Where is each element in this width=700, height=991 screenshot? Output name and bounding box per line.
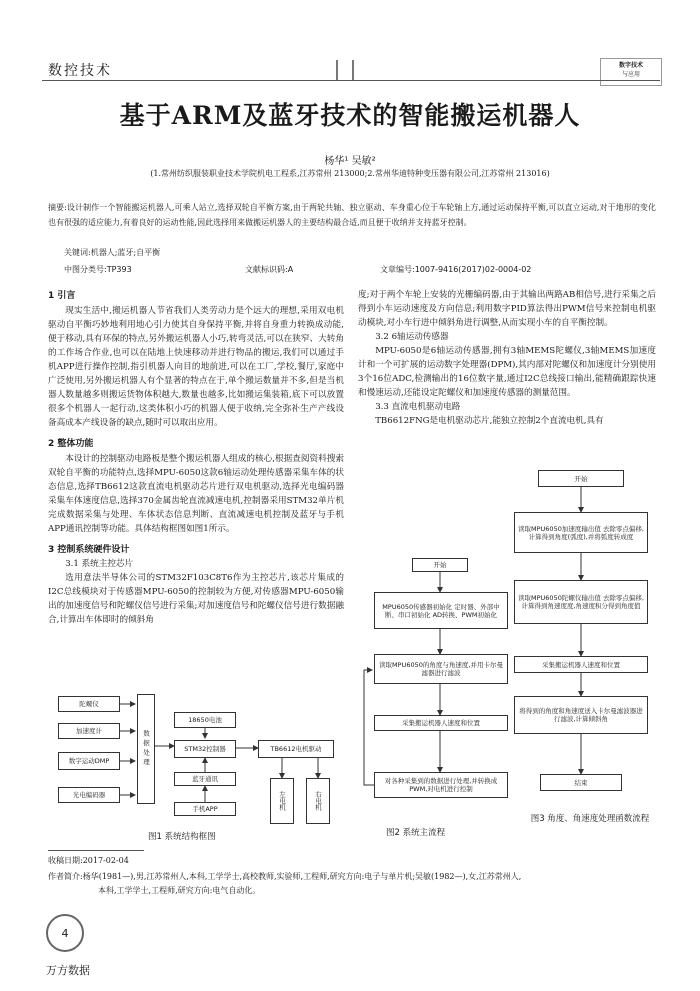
- section-3-1-title: 3.1 系统主控芯片: [65, 559, 134, 569]
- section-1-title: 1 引言: [48, 291, 76, 301]
- section-2-title: 2 整体功能: [48, 439, 94, 449]
- fig2-caption: 图2 系统主流程: [386, 828, 446, 838]
- abstract: 摘要:设计制作一个智能搬运机器人,可乘人站立,选择双轮自平衡方案,由于两轮共轴、独立驱动、车身重心位于车轮轴上方,通过运动保持平衡,可以直立运动,对于地形的变化也有很强的适应能力,有着良好的运动性能,因此选择用来做搬运机器人的主要结构最合适,而且便于收纳并支持蓝牙控制。: [48, 203, 656, 227]
- fig3-caption: 图3 角度、角速度处理函数流程: [530, 814, 650, 824]
- paper-title: 基于ARM及蓝牙技术的智能搬运机器人: [119, 101, 581, 130]
- fig3-collect-box: 采集搬运机器人速度和位置: [514, 656, 648, 673]
- fig1-encoder-box: 光电编码器: [58, 787, 120, 803]
- fig1-left-motor-box: 左电机: [270, 778, 294, 824]
- footnote-rule: [48, 850, 144, 851]
- fig1-data-processing-box: 数据处理: [137, 694, 155, 804]
- fig1-right-motor-box: 右电机: [306, 778, 330, 824]
- fig3-start-box: 开始: [538, 470, 624, 487]
- fig3-end-box: 结束: [540, 774, 622, 791]
- fig1-dmp-box: 数字运动DMP: [58, 752, 120, 770]
- fig3-accel-read-box: 读取MPU6050加速度输出值 去除零点偏移,计算得到角度(弧度),并将弧度转成度: [514, 512, 648, 553]
- author-bio-line-2: 本科,工学学士,工程师,研究方向:电气自动化。: [98, 886, 261, 895]
- section-3-1-paragraph: 选用意法半导体公司的STM32F103C8T6作为主控芯片,该芯片集成的I2C总线模块对于传感器MPU-6050的控制较为方便,对传感器MPU-6050输出的加速度信号和陀螺仪信号进行采集;对加速度信号和陀螺仪信号进行数据融合,计算出车体即时的倾斜角: [48, 573, 344, 625]
- affiliation: (1.常州纺织服装职业技术学院机电工程系,江苏常州 213000;2.常州华迪特种变压器有限公司,江苏常州 213016): [150, 169, 550, 178]
- fig1-stm32-box: STM32控制器: [174, 740, 236, 758]
- received-date: 收稿日期:2017-02-04: [48, 856, 129, 865]
- article-number: 文章编号:1007-9416(2017)02-0004-02: [380, 265, 532, 274]
- clc-number: 中图分类号:TP393: [64, 265, 132, 274]
- section-3-title: 3 控制系统硬件设计: [48, 545, 130, 555]
- fig3-fuse-box: 将得到的角度和角速度送入卡尔曼滤波器进行滤波,计算倾斜角: [514, 696, 648, 734]
- section-3-2-paragraph: MPU-6050是6轴运动传感器,拥有3轴MEMS陀螺仪,3轴MEMS加速度计和一个可扩展的运动数字处理器(DPM),其内部对陀螺仪和加速度计分别使用3个16位ADC,检测输出的16位数字量,通过I2C总线接口输出,能精确跟踪快速和慢速运动,还能设定陀螺仪和加速度传感器的测量范围。: [358, 346, 656, 398]
- section-2-paragraph: 本设计的控制驱动电路板是整个搬运机器人组成的核心,根据查阅资料搜索双轮自平衡的功能特点,选择MPU-6050这款6轴运动处理传感器采集车体的状态信息,选择TB6612这款直流电机驱动芯片进行双电机驱动,选择光电编码器采集车体速度信息,选择370金属齿轮直流减速电机,控制器采用STM32单片机完成数据采集与处理、车体状态信息判断、直流减速电机控制及蓝牙与手机APP通讯控制等功能。具体结构框图如图1所示。: [48, 454, 344, 534]
- fig3-gyro-read-box: 读取MPU6050陀螺仪输出值 去除零点偏移,计算得到角速度度,角速度积分得到角度值: [514, 580, 648, 624]
- section-3-2-title: 3.2 6轴运动传感器: [375, 332, 449, 342]
- authors: 杨华¹ 吴敏²: [324, 156, 376, 167]
- journal-section-label: 数控技术: [48, 63, 112, 79]
- section-1-paragraph: 现实生活中,搬运机器人节省我们人类劳动力是个远大的理想,采用双电机驱动自平衡巧妙地利用地心引力使其自身保持平衡,并将自身重力转换成动能,便于移动,具有环保的特点,另外搬运机器人小巧,转弯灵活,可以在狭窄、大转角的工作场合作业,也可以在陆地上快速移动并进行物品的搬运,我们可以通过手机APP进行操作控制,指引机器人向目的地前进,可以在工厂,学校,餐厅,家庭中广泛使用,另外搬运机器人有个显著的特点在于,单个搬运数量并不多,但是当机器人数量越多则搬运货物体积越大,数量也越多,比如搬运集装箱,底下可以放置很多个机器人一起行动,这类体积小巧的机器人便于收纳,完全弥补生产产线设备高成本产线设备的缺点,随时可以取出应用。: [48, 306, 344, 428]
- logo-line-1: 数字技术: [618, 62, 643, 69]
- fig1-bluetooth-box: 蓝牙通讯: [174, 772, 236, 786]
- fig2-read-box: 读取MPU6050的角度与角速度,并用卡尔曼滤器进行滤波: [374, 654, 508, 684]
- fig1-accel-box: 加速度计: [58, 723, 120, 739]
- fig1-caption: 图1 系统结构框图: [148, 832, 216, 842]
- fig2-start-box: 开始: [412, 558, 468, 572]
- fig1-tb6612-box: TB6612电机驱动: [258, 740, 334, 758]
- right-paragraph-1: 度;对于两个车轮上安装的光栅编码器,由于其输出两路AB相信号,进行采集之后得到小车运动速度及方向信息;利用数字PID算法得出PWM信号来控制电机驱动模块,对小车行进中倾斜角进行调整,从而实现小车的自平衡控制。: [358, 290, 656, 328]
- fig1-gyro-box: 陀螺仪: [58, 696, 120, 712]
- keywords: 关键词:机器人;蓝牙;自平衡: [64, 248, 161, 257]
- fig2-process-box: 对各种采集到的数据进行处理,并转换成PWM,对电机进行控制: [374, 772, 508, 798]
- fig1-app-box: 手机APP: [174, 802, 236, 816]
- section-3-3-title: 3.3 直流电机驱动电路: [375, 402, 461, 412]
- database-brand: 万方数据: [46, 964, 90, 977]
- fig2-init-box: MPU6050传感器初始化 定时器、外部中断、串口初始化 AD转换、PWM初始化: [374, 592, 508, 629]
- author-bio-line-1: 作者简介:杨华(1981—),男,江苏常州人,本科,工学学士,高校教师,实验师,工程师,研究方向:电子与单片机;吴敏(1982—),女,江苏常州人,: [48, 872, 522, 881]
- fig2-collect-box: 采集搬运机器人速度和位置: [374, 715, 508, 731]
- document-code: 文献标识码:A: [245, 265, 294, 274]
- page-number: 4: [46, 914, 84, 952]
- section-3-3-paragraph: TB6612FNG是电机驱动芯片,能独立控制2个直流电机,具有: [375, 416, 604, 426]
- logo-line-2: 与应用: [621, 71, 640, 78]
- fig1-battery-box: 18650电池: [174, 712, 236, 728]
